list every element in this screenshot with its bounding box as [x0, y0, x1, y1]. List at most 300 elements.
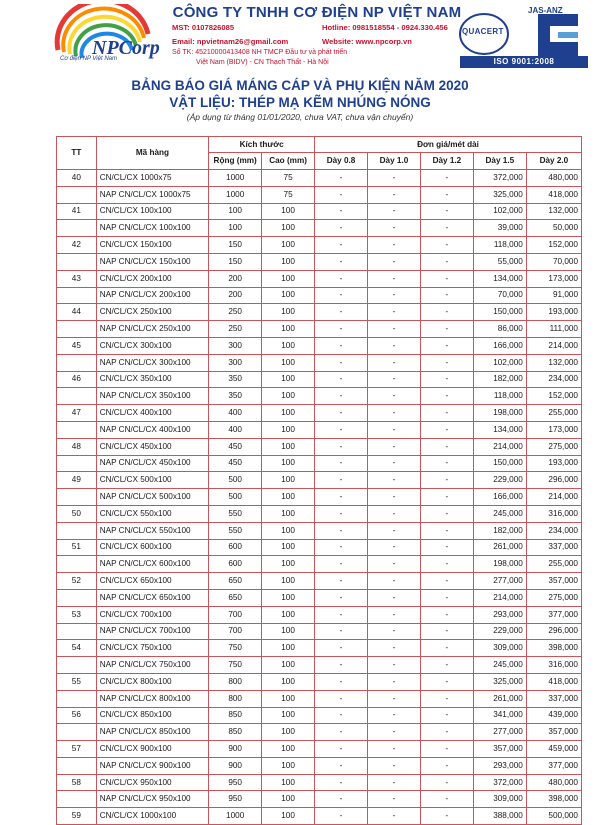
- cell-day-12: -: [420, 421, 473, 438]
- cell-day-15: 293,000: [473, 757, 526, 774]
- cell-rong: 900: [209, 757, 262, 774]
- cell-tt: [57, 421, 97, 438]
- price-note: (Áp dụng từ tháng 01/01/2020, chưa VAT, chưa vận chuyển): [186, 112, 414, 122]
- cell-day-12: -: [420, 354, 473, 371]
- cell-rong: 300: [209, 354, 262, 371]
- table-row: [57, 673, 582, 690]
- price-table: [56, 136, 582, 825]
- cell-cao: 100: [262, 673, 315, 690]
- header-day-08: Dày 0.8: [315, 153, 368, 170]
- cell-ma-hang: NAP CN/CL/CX 500x100: [96, 489, 208, 506]
- cell-day-10: -: [368, 170, 421, 187]
- cell-day-08: -: [315, 371, 368, 388]
- cell-day-08: -: [315, 673, 368, 690]
- cell-ma-hang: NAP CN/CL/CX 400x100: [96, 421, 208, 438]
- cell-day-20: 398,000: [526, 640, 581, 657]
- cell-day-08: -: [315, 472, 368, 489]
- table-row: [57, 455, 582, 472]
- cell-day-15: 134,000: [473, 421, 526, 438]
- cell-cao: 100: [262, 421, 315, 438]
- cell-cao: 100: [262, 237, 315, 254]
- cell-cao: 75: [262, 170, 315, 187]
- cell-day-08: -: [315, 203, 368, 220]
- cell-tt: [57, 220, 97, 237]
- cell-rong: 800: [209, 690, 262, 707]
- cell-tt: 41: [57, 203, 97, 220]
- cell-day-10: -: [368, 237, 421, 254]
- cell-day-15: 102,000: [473, 203, 526, 220]
- cell-rong: 650: [209, 573, 262, 590]
- cell-day-20: 173,000: [526, 421, 581, 438]
- cell-day-15: 245,000: [473, 505, 526, 522]
- cell-day-08: -: [315, 741, 368, 758]
- mst-label: MST:: [172, 23, 190, 32]
- cell-cao: 100: [262, 522, 315, 539]
- cell-cao: 100: [262, 741, 315, 758]
- cell-tt: [57, 186, 97, 203]
- cell-ma-hang: CN/CL/CX 1000x100: [96, 808, 208, 825]
- cell-day-15: 277,000: [473, 573, 526, 590]
- table-row: [57, 371, 582, 388]
- cell-rong: 150: [209, 237, 262, 254]
- cell-cao: 100: [262, 371, 315, 388]
- table-row: [57, 690, 582, 707]
- cell-ma-hang: NAP CN/CL/CX 650x100: [96, 589, 208, 606]
- cell-day-10: -: [368, 489, 421, 506]
- table-row: [57, 321, 582, 338]
- cell-tt: 51: [57, 539, 97, 556]
- cell-day-08: -: [315, 253, 368, 270]
- cell-cao: 100: [262, 203, 315, 220]
- cell-rong: 550: [209, 522, 262, 539]
- cell-ma-hang: CN/CL/CX 500x100: [96, 472, 208, 489]
- cell-ma-hang: CN/CL/CX 350x100: [96, 371, 208, 388]
- cell-tt: 40: [57, 170, 97, 187]
- cell-tt: 49: [57, 472, 97, 489]
- cell-rong: 700: [209, 606, 262, 623]
- cell-day-15: 325,000: [473, 186, 526, 203]
- table-row: [57, 808, 582, 825]
- cell-ma-hang: CN/CL/CX 300x100: [96, 337, 208, 354]
- cell-rong: 200: [209, 270, 262, 287]
- cell-tt: [57, 287, 97, 304]
- cell-cao: 100: [262, 287, 315, 304]
- cell-day-12: -: [420, 371, 473, 388]
- cell-cao: 100: [262, 388, 315, 405]
- cell-ma-hang: CN/CL/CX 250x100: [96, 304, 208, 321]
- table-row: [57, 304, 582, 321]
- cell-cao: 100: [262, 724, 315, 741]
- hotline-label: Hotline:: [322, 23, 351, 32]
- cell-rong: 500: [209, 472, 262, 489]
- jas-anz-label: JAS-ANZ: [528, 6, 563, 15]
- cell-tt: 55: [57, 673, 97, 690]
- cell-cao: 100: [262, 321, 315, 338]
- cell-day-12: -: [420, 388, 473, 405]
- cell-day-15: 261,000: [473, 539, 526, 556]
- cell-ma-hang: NAP CN/CL/CX 200x100: [96, 287, 208, 304]
- quacert-label: QUACERT: [462, 27, 504, 36]
- cell-day-10: -: [368, 455, 421, 472]
- cell-rong: 500: [209, 489, 262, 506]
- cell-ma-hang: CN/CL/CX 700x100: [96, 606, 208, 623]
- cell-ma-hang: NAP CN/CL/CX 550x100: [96, 522, 208, 539]
- cell-cao: 100: [262, 791, 315, 808]
- cell-day-20: 214,000: [526, 489, 581, 506]
- cell-rong: 1000: [209, 808, 262, 825]
- header-day-10: Dày 1.0: [368, 153, 421, 170]
- cell-day-08: -: [315, 304, 368, 321]
- cell-day-10: -: [368, 321, 421, 338]
- cell-cao: 100: [262, 489, 315, 506]
- company-name: CÔNG TY TNHH CƠ ĐIỆN NP VIỆT NAM: [172, 4, 462, 21]
- table-row: [57, 623, 582, 640]
- cell-day-20: 50,000: [526, 220, 581, 237]
- cell-tt: 59: [57, 808, 97, 825]
- table-row: [57, 287, 582, 304]
- cell-day-10: -: [368, 287, 421, 304]
- cell-day-10: -: [368, 354, 421, 371]
- cell-ma-hang: NAP CN/CL/CX 800x100: [96, 690, 208, 707]
- cell-day-10: -: [368, 270, 421, 287]
- table-row: [57, 489, 582, 506]
- table-row: [57, 589, 582, 606]
- cell-day-10: -: [368, 304, 421, 321]
- cell-day-12: -: [420, 741, 473, 758]
- cell-day-12: -: [420, 757, 473, 774]
- cell-day-15: 55,000: [473, 253, 526, 270]
- cell-day-12: -: [420, 707, 473, 724]
- cell-tt: 53: [57, 606, 97, 623]
- website-value: www.npcorp.vn: [355, 37, 412, 46]
- cell-day-12: -: [420, 522, 473, 539]
- cell-day-12: -: [420, 657, 473, 674]
- cell-rong: 600: [209, 556, 262, 573]
- cell-day-12: -: [420, 220, 473, 237]
- cell-day-10: -: [368, 724, 421, 741]
- cell-ma-hang: NAP CN/CL/CX 100x100: [96, 220, 208, 237]
- cell-day-10: -: [368, 539, 421, 556]
- cell-day-08: -: [315, 337, 368, 354]
- cell-day-08: -: [315, 623, 368, 640]
- header-rong: Rộng (mm): [209, 153, 262, 170]
- header-ma-hang: Mã hàng: [96, 137, 208, 170]
- cell-day-20: 357,000: [526, 573, 581, 590]
- cell-cao: 100: [262, 405, 315, 422]
- cell-day-12: -: [420, 623, 473, 640]
- cell-rong: 850: [209, 707, 262, 724]
- table-row: [57, 472, 582, 489]
- cell-day-15: 261,000: [473, 690, 526, 707]
- cell-day-20: 316,000: [526, 657, 581, 674]
- cell-day-08: -: [315, 640, 368, 657]
- cell-rong: 950: [209, 774, 262, 791]
- cell-day-12: -: [420, 640, 473, 657]
- cell-cao: 100: [262, 539, 315, 556]
- cell-ma-hang: NAP CN/CL/CX 450x100: [96, 455, 208, 472]
- table-row: [57, 606, 582, 623]
- cell-rong: 550: [209, 505, 262, 522]
- table-row: [57, 237, 582, 254]
- table-row: [57, 186, 582, 203]
- cell-tt: [57, 489, 97, 506]
- table-row: [57, 405, 582, 422]
- cell-tt: 46: [57, 371, 97, 388]
- cell-rong: 400: [209, 405, 262, 422]
- cell-rong: 200: [209, 287, 262, 304]
- cell-ma-hang: NAP CN/CL/CX 1000x75: [96, 186, 208, 203]
- cell-day-15: 309,000: [473, 791, 526, 808]
- cell-day-12: -: [420, 673, 473, 690]
- cell-ma-hang: CN/CL/CX 850x100: [96, 707, 208, 724]
- cell-rong: 350: [209, 388, 262, 405]
- cell-day-20: 193,000: [526, 304, 581, 321]
- cell-day-12: -: [420, 203, 473, 220]
- cell-tt: [57, 354, 97, 371]
- table-row: [57, 556, 582, 573]
- cell-day-10: -: [368, 774, 421, 791]
- cell-day-15: 134,000: [473, 270, 526, 287]
- cell-day-12: -: [420, 237, 473, 254]
- cell-day-15: 341,000: [473, 707, 526, 724]
- table-row: [57, 774, 582, 791]
- website-label: Website:: [322, 37, 354, 46]
- cell-rong: 750: [209, 640, 262, 657]
- cell-day-08: -: [315, 589, 368, 606]
- cell-day-08: -: [315, 220, 368, 237]
- header-cao: Cao (mm): [262, 153, 315, 170]
- cell-cao: 100: [262, 640, 315, 657]
- cell-day-20: 275,000: [526, 589, 581, 606]
- cell-rong: 450: [209, 438, 262, 455]
- cell-rong: 450: [209, 455, 262, 472]
- contact-line-1: [172, 23, 462, 32]
- cell-cao: 100: [262, 505, 315, 522]
- cell-day-20: 255,000: [526, 556, 581, 573]
- cell-day-15: 388,000: [473, 808, 526, 825]
- cell-ma-hang: NAP CN/CL/CX 900x100: [96, 757, 208, 774]
- cell-rong: 150: [209, 253, 262, 270]
- cell-day-12: -: [420, 337, 473, 354]
- cell-day-20: 418,000: [526, 186, 581, 203]
- cell-tt: [57, 589, 97, 606]
- cell-day-08: -: [315, 237, 368, 254]
- contact-line-2: [172, 37, 462, 46]
- cell-day-20: 152,000: [526, 237, 581, 254]
- cell-tt: 54: [57, 640, 97, 657]
- cell-cao: 100: [262, 573, 315, 590]
- table-row: [57, 438, 582, 455]
- cell-day-10: -: [368, 757, 421, 774]
- table-row: [57, 170, 582, 187]
- account-line-2: Việt Nam (BIDV) - CN Thạch Thất - Hà Nội: [196, 59, 329, 66]
- cell-day-08: -: [315, 455, 368, 472]
- cell-cao: 100: [262, 623, 315, 640]
- cell-day-20: 111,000: [526, 321, 581, 338]
- cell-day-12: -: [420, 505, 473, 522]
- cell-cao: 100: [262, 438, 315, 455]
- cell-day-10: -: [368, 640, 421, 657]
- cell-day-15: 182,000: [473, 522, 526, 539]
- cell-day-10: -: [368, 606, 421, 623]
- cell-day-08: -: [315, 539, 368, 556]
- table-row: [57, 253, 582, 270]
- table-row: [57, 220, 582, 237]
- cell-tt: 47: [57, 405, 97, 422]
- table-row: [57, 791, 582, 808]
- logo-subtitle: Cơ điện NP Việt Nam: [60, 56, 117, 62]
- table-row: [57, 270, 582, 287]
- cell-day-12: -: [420, 573, 473, 590]
- table-row: [57, 505, 582, 522]
- email-value: npvietnam26@gmail.com: [196, 37, 289, 46]
- cell-day-10: -: [368, 388, 421, 405]
- cell-tt: 48: [57, 438, 97, 455]
- header-don-gia: Đơn giá/mét dài: [315, 137, 582, 153]
- cell-day-10: -: [368, 573, 421, 590]
- cell-day-12: -: [420, 589, 473, 606]
- cell-cao: 100: [262, 220, 315, 237]
- cell-ma-hang: CN/CL/CX 150x100: [96, 237, 208, 254]
- cell-day-12: -: [420, 304, 473, 321]
- cell-cao: 100: [262, 270, 315, 287]
- cell-day-12: -: [420, 287, 473, 304]
- cell-tt: [57, 556, 97, 573]
- cell-day-10: -: [368, 505, 421, 522]
- cell-ma-hang: CN/CL/CX 600x100: [96, 539, 208, 556]
- cell-day-12: -: [420, 253, 473, 270]
- logo-text: NPCorp: [92, 37, 160, 59]
- cell-cao: 100: [262, 707, 315, 724]
- cell-day-20: 132,000: [526, 354, 581, 371]
- cell-ma-hang: NAP CN/CL/CX 950x100: [96, 791, 208, 808]
- cell-day-10: -: [368, 623, 421, 640]
- cell-day-15: 325,000: [473, 673, 526, 690]
- cell-day-15: 229,000: [473, 623, 526, 640]
- header-day-20: Dày 2.0: [526, 153, 581, 170]
- cell-rong: 350: [209, 371, 262, 388]
- cell-day-12: -: [420, 690, 473, 707]
- cell-day-12: -: [420, 321, 473, 338]
- cell-day-15: 166,000: [473, 489, 526, 506]
- cell-day-10: -: [368, 421, 421, 438]
- cell-ma-hang: CN/CL/CX 400x100: [96, 405, 208, 422]
- cell-day-10: -: [368, 657, 421, 674]
- cell-tt: 50: [57, 505, 97, 522]
- cell-tt: 57: [57, 741, 97, 758]
- header-tt: TT: [57, 137, 97, 170]
- cell-day-15: 150,000: [473, 304, 526, 321]
- cell-ma-hang: CN/CL/CX 650x100: [96, 573, 208, 590]
- email-label: Email:: [172, 37, 195, 46]
- cell-day-08: -: [315, 808, 368, 825]
- cell-cao: 100: [262, 337, 315, 354]
- cell-ma-hang: NAP CN/CL/CX 250x100: [96, 321, 208, 338]
- cell-day-10: -: [368, 741, 421, 758]
- cell-day-08: -: [315, 690, 368, 707]
- cell-day-08: -: [315, 657, 368, 674]
- cell-day-20: 234,000: [526, 371, 581, 388]
- cell-rong: 1000: [209, 186, 262, 203]
- cell-day-08: -: [315, 354, 368, 371]
- cell-ma-hang: NAP CN/CL/CX 850x100: [96, 724, 208, 741]
- cell-day-20: 152,000: [526, 388, 581, 405]
- cell-day-08: -: [315, 522, 368, 539]
- cell-rong: 950: [209, 791, 262, 808]
- cell-day-08: -: [315, 757, 368, 774]
- cell-ma-hang: NAP CN/CL/CX 700x100: [96, 623, 208, 640]
- cell-day-08: -: [315, 421, 368, 438]
- table-row: [57, 757, 582, 774]
- cell-day-12: -: [420, 808, 473, 825]
- cell-day-12: -: [420, 774, 473, 791]
- cell-day-12: -: [420, 724, 473, 741]
- cell-day-20: 480,000: [526, 170, 581, 187]
- cell-tt: 56: [57, 707, 97, 724]
- cell-day-10: -: [368, 337, 421, 354]
- cell-tt: [57, 724, 97, 741]
- cell-day-08: -: [315, 707, 368, 724]
- cell-day-10: -: [368, 405, 421, 422]
- cell-day-15: 229,000: [473, 472, 526, 489]
- cell-day-20: 132,000: [526, 203, 581, 220]
- cell-day-08: -: [315, 774, 368, 791]
- cell-day-12: -: [420, 489, 473, 506]
- cell-tt: [57, 388, 97, 405]
- cell-cao: 100: [262, 774, 315, 791]
- cell-ma-hang: NAP CN/CL/CX 150x100: [96, 253, 208, 270]
- cell-day-12: -: [420, 455, 473, 472]
- table-row: [57, 203, 582, 220]
- cell-rong: 800: [209, 673, 262, 690]
- cell-cao: 75: [262, 186, 315, 203]
- cell-rong: 400: [209, 421, 262, 438]
- header-day-15: Dày 1.5: [473, 153, 526, 170]
- cell-cao: 100: [262, 690, 315, 707]
- page-title: BẢNG BÁO GIÁ MÁNG CÁP VÀ PHỤ KIỆN NĂM 2020: [131, 78, 469, 93]
- cell-day-12: -: [420, 606, 473, 623]
- cell-rong: 300: [209, 337, 262, 354]
- cell-tt: [57, 657, 97, 674]
- cell-ma-hang: CN/CL/CX 900x100: [96, 741, 208, 758]
- cell-cao: 100: [262, 757, 315, 774]
- table-row: [57, 724, 582, 741]
- cell-day-08: -: [315, 186, 368, 203]
- account-line-1: Số TK: 45210000413408 NH TMCP Đầu tư và phát triển: [172, 49, 348, 56]
- header-day-12: Dày 1.2: [420, 153, 473, 170]
- cell-tt: 43: [57, 270, 97, 287]
- cell-day-20: 70,000: [526, 253, 581, 270]
- cell-day-10: -: [368, 438, 421, 455]
- table-row: [57, 640, 582, 657]
- cell-day-12: -: [420, 539, 473, 556]
- cell-day-15: 198,000: [473, 405, 526, 422]
- iso-label: ISO 9001:2008: [460, 56, 588, 68]
- cell-cao: 100: [262, 606, 315, 623]
- cell-rong: 750: [209, 657, 262, 674]
- cell-day-20: 439,000: [526, 707, 581, 724]
- cell-day-20: 337,000: [526, 690, 581, 707]
- cell-day-15: 198,000: [473, 556, 526, 573]
- cell-tt: [57, 253, 97, 270]
- cell-cao: 100: [262, 253, 315, 270]
- price-table-body: [57, 170, 582, 825]
- company-header: [0, 0, 600, 72]
- cell-day-10: -: [368, 556, 421, 573]
- cell-day-12: -: [420, 170, 473, 187]
- cell-day-20: 357,000: [526, 724, 581, 741]
- cell-rong: 250: [209, 321, 262, 338]
